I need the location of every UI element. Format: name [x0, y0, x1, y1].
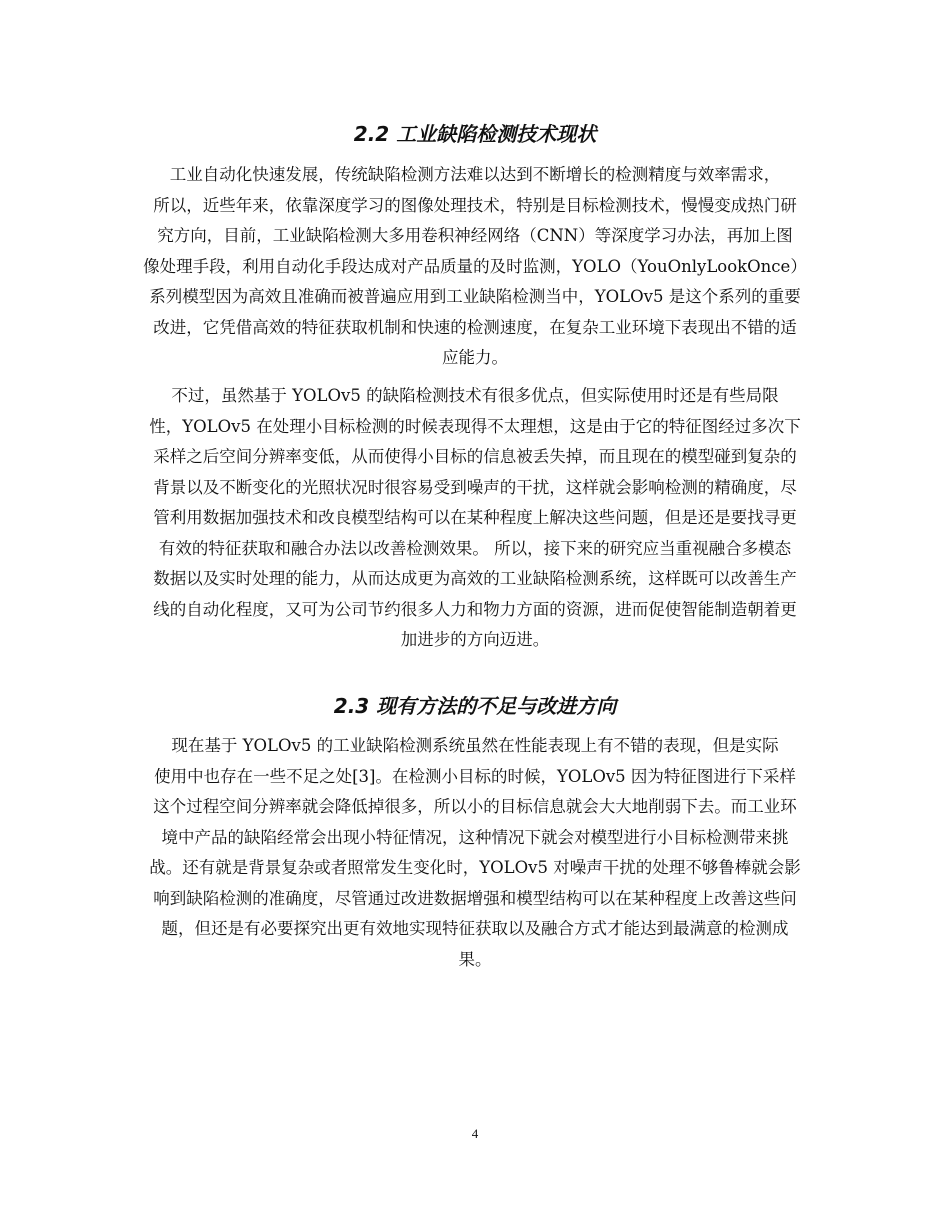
text-line: 改进，它凭借高效的特征获取机制和快速的检测速度，在复杂工业环境下表现出不错的适	[153, 317, 797, 337]
text-line: 这个过程空间分辨率就会降低掉很多，所以小的目标信息就会大大地削弱下去。而工业环	[153, 797, 797, 816]
text-line: 不过，虽然基于 YOLOv5 的缺陷检测技术有很多优点，但实际使用时还是有些局限	[171, 386, 779, 405]
section-heading-2-3: 2.3 现有方法的不足与改进方向	[333, 694, 617, 718]
text-line: 性，YOLOv5 在处理小目标检测的时候表现得不太理想，这是由于它的特征图经过多次下	[149, 416, 801, 436]
text-line: 应能力。	[442, 348, 508, 367]
text-line: 数据以及实时处理的能力，从而达成更为高效的工业缺陷检测系统，这样既可以改善生产	[153, 569, 797, 588]
text-line: 工业自动化快速发展，传统缺陷检测方法难以达到不断增长的检测精度与效率需求，	[169, 165, 781, 184]
text-line: 境中产品的缺陷经常会出现小特征情况，这种情况下就会对模型进行小目标检测带来挑	[161, 827, 789, 847]
text-line: 系列模型因为高效且准确而被普遍应用到工业缺陷检测当中，YOLOv5 是这个系列的重要	[149, 287, 801, 306]
text-line: 背景以及不断变化的光照状况时很容易受到噪声的干扰，这样就会影响检测的精确度，尽	[153, 477, 797, 497]
text-line: 加进步的方向迈进。	[400, 630, 550, 649]
paragraph-industrial-defect-status	[112, 160, 838, 374]
paragraph-yolov5-limitations	[112, 381, 838, 656]
text-line: 使用中也存在一些不足之处[3]。在检测小目标的时候，YOLOv5 因为特征图进行下采样	[154, 766, 796, 786]
text-line: 线的自动化程度，又可为公司节约很多人力和物力方面的资源，进而促使智能制造朝着更	[153, 599, 797, 619]
text-line: 像处理手段，利用自动化手段达成对产品质量的及时监测，YOLO（YouOnlyLookOnce）	[143, 256, 807, 276]
text-line: 题，但还是有必要探究出更有效地实现特征获取以及融合方式才能达到最满意的检测成	[161, 919, 789, 938]
text-line: 采样之后空间分辨率变低，从而使得小目标的信息被丢失掉，而且现在的模型碰到复杂的	[153, 447, 797, 466]
section-heading-2-2: 2.2 工业缺陷检测技术现状	[353, 122, 597, 146]
text-line: 所以，近些年来，依靠深度学习的图像处理技术，特别是目标检测技术，慢慢变成热门研	[153, 195, 797, 215]
text-line: 果。	[458, 949, 492, 969]
page-number: 4	[471, 1126, 479, 1141]
text-line: 究方向，目前，工业缺陷检测大多用卷积神经网络（CNN）等深度学习办法，再加上图	[157, 226, 793, 245]
text-line: 有效的特征获取和融合办法以改善检测效果。 所以，接下来的研究应当重视融合多模态	[158, 538, 792, 558]
text-line: 响到缺陷检测的准确度，尽管通过改进数据增强和模型结构可以在某种程度上改善这些问	[153, 888, 797, 908]
text-line: 战。还有就是背景复杂或者照常发生变化时，YOLOv5 对噪声干扰的处理不够鲁棒就会影	[149, 858, 801, 877]
paragraph-shortcomings	[112, 731, 838, 975]
text-line: 管利用数据加强技术和改良模型结构可以在某种程度上解决这些问题，但是还是要找寻更	[153, 508, 797, 527]
text-line: 现在基于 YOLOv5 的工业缺陷检测系统虽然在性能表现上有不错的表现，但是实际	[171, 736, 779, 755]
